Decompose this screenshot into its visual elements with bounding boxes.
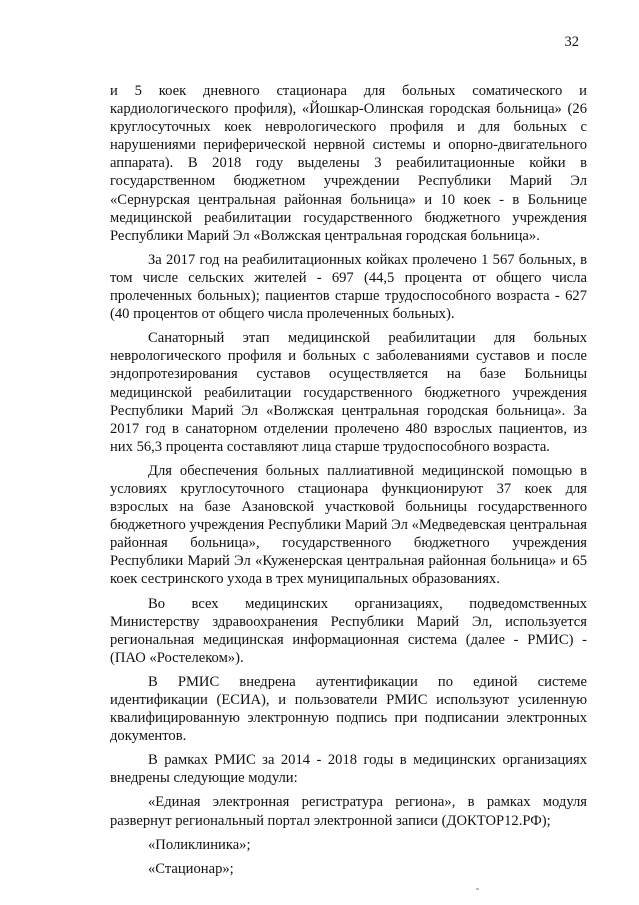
- list-item-polyclinic-module: «Поликлиника»;: [148, 836, 251, 853]
- scan-speck: [476, 888, 479, 890]
- document-body: [110, 82, 587, 884]
- list-item-hospital-module: «Стационар»;: [148, 860, 234, 877]
- paragraph-sanatorium-stage: Санаторный этап медицинской реабилитации для больных неврологического профиля и больных с заболеваниями суставов и после эндопротезирования суставов осуществляется на базе Больницы медицинской реабилитации государственного бюджетного учреждения Республики Марий Эл «Волжская центральная городская больница». За 2017 год в санаторном отделении пролечено 480 взрослых пациентов, из них 56,3 процента составляют лица старше трудоспособного возраста.: [110, 330, 587, 455]
- paragraph-palliative-care: Для обеспечения больных паллиативной медицинской помощью в условиях круглосуточного стационара функционируют 37 коек для взрослых на базе Азановской участковой больницы государственного бюджетного учреждения Республики Марий Эл «Медведевская центральная районная больница», государственного бюджетного учреждения Республики Марий Эл «Куженерская центральная районная больница» и 65 коек сестринского ухода в трех муниципальных образованиях.: [110, 462, 587, 588]
- paragraph-rehab-statistics: За 2017 год на реабилитационных койках пролечено 1 567 больных, в том числе сельских жителей - 697 (44,5 процента от общего числа пролеченных больных); пациентов старше трудоспособного возраста - 627 (40 процентов от общего числа пролеченных больных).: [110, 251, 587, 323]
- page-number: 32: [564, 34, 579, 50]
- paragraph-rmis-esia: В РМИС внедрена аутентификации по единой системе идентификации (ЕСИА), и пользователи РМИС используют усиленную квалифицированную электронную подпись при подписании электронных документов.: [110, 673, 587, 745]
- paragraph-continuation: и 5 коек дневного стационара для больных соматического и кардиологического профиля), «Йошкар-Олинская городская больница» (26 круглосуточных коек неврологического профиля и для больных с нарушениями периферической нервной системы и опорно-двигательного аппарата). В 2018 году выделены 3 реабилитационные койки в государственном бюджетном учреждении Республики Марий Эл «Сернурская центральная районная больница» и 10 коек - в Больнице медицинской реабилитации государственного бюджетного учреждения Республики Марий Эл «Волжская центральная городская больница».: [110, 83, 587, 244]
- list-item-registry-module: «Единая электронная регистратура региона», в рамках модуля развернут региональный портал электронной записи (ДОКТОР12.РФ);: [110, 794, 587, 829]
- paragraph-rmis-intro: Во всех медицинских организациях, подведомственных Министерству здравоохранения Республики Марий Эл, используется региональная медицинская информационная система (далее - РМИС) - (ПАО «Ростелеком»).: [110, 595, 587, 666]
- paragraph-rmis-modules-intro: В рамках РМИС за 2014 - 2018 годы в медицинских организациях внедрены следующие модули:: [110, 752, 587, 787]
